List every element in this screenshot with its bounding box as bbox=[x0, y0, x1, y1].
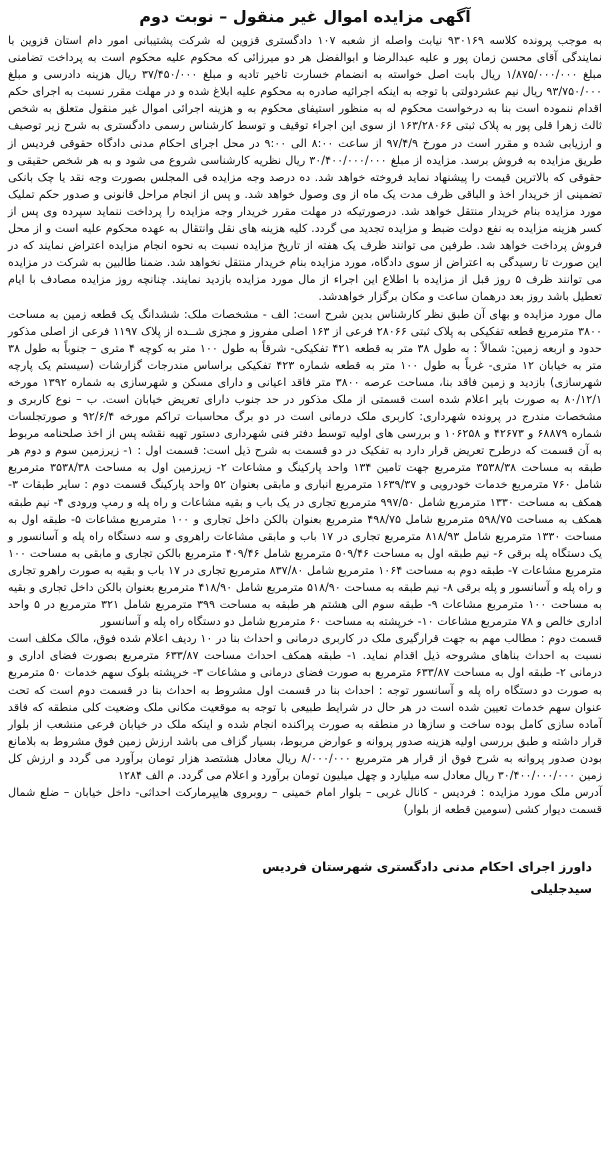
notice-title: آگهی مزایده اموال غیر منقول – نوبت دوم bbox=[139, 7, 471, 26]
signature-office: داورز اجرای احکام مدنی دادگستری شهرستان فردیس bbox=[262, 859, 592, 875]
notice-paragraph-property-description: مال مورد مزایده و بهای آن طبق نظر کارشناس بدین شرح است: الف - مشخصات ملک: ششدانگ یک قطعه زمین به مساحت ۳۸۰۰ مترمربع قطعه تفکیکی به پلاک ثبتی ۲۸۰۶۶ فرعی از ۱۶۳ اصلی مفروز و مجزی شــده از پلاک ۱۱۹۷ فرعی از اصلی مذکور حدود و اربعه زمین: شمالاً : به طول ۳۸ متر به قطعه ۴۲۱ تفکیکی- شرقاً به طول ۱۰۰ متر به کوچه ۴ متری – جنوباً به طول ۳۸ متر به خیابان ۱۲ متری- غرباً به طول ۱۰۰ متر به قطعه شماره ۴۲۳ تفکیکی براساس مندرجات گزارشات (سیستم یک پارچه شهرسازی) بازدید و زمین فاقد بنا، مساحت عرصه ۳۸۰۰ متر فاقد اعیانی و دارای مسکن و شهرسازی به شماره ۱۳۹۲ مورخه ۸۰/۱۲/۱ به صورت بایر اعلام شده است قسمتی از ملک مذکور در حد جنوب دارای تعریض خیابان است. ب – نوع کاربری و مشخصات مندرج در پرونده شهرداری: کاربری ملک درمانی است در دو برگ محاسبات تراکم مورخه ۹۲/۶/۴ و صورتجلسات شماره ۶۸۸۷۹ و ۴۲۶۷۳ و ۱۰۶۲۵۸ و بررسی های اولیه توسط دفتر فنی شهرداری دستور تهیه نقشه پس از اخذ صلحنامه مربوط به آن قسمت که درطرح تعریض قرار دارد به تفکیک در دو قسمت به شرح ذیل است: قسمت اول : ۱- زیرزمین سوم و دوم هر طبقه به مساحت ۳۵۳۸/۳۸ مترمربع جهت تامین ۱۳۴ واحد پارکینگ و مشاعات ۲- زیرزمین اول به مساحت ۳۵۳۸/۳۸ مترمربع شامل ۷۶۰ مترمربع خدمات خودرویی و ۱۶۳۹/۳۷ مترمربع انباری و مابقی بعنوان ۵۲ واحد پارکینگ قسمت دوم : سایر طبقات ۳- همکف به مساحت ۱۳۳۰ مترمربع شامل ۹۹۷/۵۰ مترمربع تجاری در یک باب و بقیه مشاعات و راه پله و رمپ ورودی ۴- نیم طبقه همکف به مساحت ۵۹۸/۷۵ مترمربع شامل ۴۹۸/۷۵ مترمربع بعنوان بالکن داخل تجاری و ۱۰۰ مترمربع مشاعات ۵- طبقه اول به مساحت ۱۳۳۰ مترمربع شامل ۸۱۸/۹۳ مترمربع تجاری در ۱۷ باب و مابقی مشاعات راهروی و سه دستگاه راه پله و آسانسور و یک دستگاه پله برقی ۶- نیم طبقه اول به مساحت ۵۰۹/۴۶ مترمربع شامل ۴۰۹/۴۶ مترمربع بالکن تجاری و مابقی به مساحت ۱۰۰ مترمربع مشاعات ۷- طبقه دوم به مساحت ۱۰۶۴ مترمربع شامل ۸۳۷/۸۰ مترمربع تجاری در ۱۷ باب و بقیه به صورت راهرو تجاری و راه پله و آسانسور و پله برقی ۸- نیم طبقه به مساحت ۵۱۸/۹۰ مترمربع شامل ۴۱۸/۹۰ مترمربع بعنوان بالکن داخل تجاری و بقیه به مساحت ۱۰۰ مترمربع مشاعات ۹- طبقه سوم الی هشتم هر طبقه به مساحت ۳۹۹ مترمربع شامل ۳۲۱ مترمربع در ۵ واحد اداری خالص و ۷۸ مترمربع مشاعات ۱۰- خرپشته به مساحت ۶۰ مترمربع شامل دو دستگاه راه پله و آسانسور bbox=[8, 307, 603, 629]
notice-paragraph-construction-and-valuation: قسمت دوم : مطالب مهم به جهت قرارگیری ملک در کاربری درمانی و احداث بنا در ۱۰ ردیف اعلام شده فوق، مالک مکلف است نسبت به احداث بناهای مشروحه ذیل اقدام نماید. ۱- طبقه همکف احداث مساحت ۶۳۳/۸۷ مترمربع بصورت فضای اداری و درمانی ۲- طبقه اول به مساحت ۶۳۳/۸۷ مترمربع به صورت فضای درمانی و مشاعات ۳- خرپشته بلوک سهم خدمات ۵۰ مترمربع به صورت دو دستگاه راه پله و آسانسور توجه : احداث بنا در قسمت اول مشروط به احداث بنا در قسمت دوم است که تحت عنوان سهم خدمات تعیین شده است در هر حال در شرایط طبیعی با توجه به موقعیت مکانی ملک وضعیت کلی منطقه که فاقد آماده سازی کامل بوده ساخت و سازها در منطقه به صورت پراکنده انجام شده و اینکه ملک در خیابان فرعی منشعب از بلوار قرار داشته و طبق بررسی اولیه هزینه صدور پروانه و عوارض مربوط، بسیار گزاف می باشد ارزش زمین فوق مشروط به بلامانع بودن صدور پروانه به شرح فوق از قرار هر مترمربع ۸/۰۰۰/۰۰۰ ریال معادل هشتصد هزار تومان برآورد می گردد و ارزش کل زمین ۳۰/۴۰۰/۰۰۰/۰۰۰ ریال معادل سه میلیارد و چهل میلیون تومان برآورد و اعلام می گردد. م الف ۱۲۸۴ bbox=[8, 632, 603, 783]
notice-paragraph-address: آدرس ملک مورد مزایده : فردیس - کانال غربی – بلوار امام خمینی – روبروی هایپرمارکت احداثی- داخل خیابان – ضلع شمال قسمت دیوار کشی (سومین قطعه از بلوار) bbox=[8, 786, 602, 817]
notice-paragraph-terms: به موجب پرونده کلاسه ۹۳۰۱۶۹ نیابت واصله از شعبه ۱۰۷ دادگستری قزوین له شرکت پشتیبانی امور دام استان قزوین با نمایندگی آقای محسن زمان پور و علیه عبدالرضا و ابوالفضل هر دو میرزائی که محکوم علیه محکوم است به پرداخت تضامنی مبلغ ۱/۸۷۵/۰۰۰/۰۰۰ ریال بابت اصل خواسته به انضمام خسارت تاخیر تادیه و مبلغ ۳۷/۴۵۰/۰۰۰ ریال هزینه دادرسی و مبلغ ۹۳/۷۵۰/۰۰۰ ریال نیم عشردولتی با توجه به اینکه اجرائیه صادره به محکوم علیه ابلاغ شده و در مهلت مقرر نسبت به اجرای حکم اقدام ننموده است بنا به درخواست محکوم له به منظور استیفای محکوم به و هزینه اجرائی اموال غیر منقول متعلق به شخص ثالث زهرا قلی پور به پلاک ثبتی ۱۶۳/۲۸۰۶۶ از سوی این اجراء توقیف و توسط کارشناس رسمی دادگستری به شرح زیر توصیف و ارزیابی شده و مقرر است در مورخ ۹۷/۴/۹ از ساعت ۸:۰۰ الی ۹:۰۰ در محل اجرای احکام مدنی دادگاه حقوقی فردیس از طریق مزایده به فروش برسد. مزایده از مبلغ ۳۰/۴۰۰/۰۰۰/۰۰۰ ریال نظریه کارشناسی شروع می شود و به هر شخص حقیقی و حقوقی که بالاترین قیمت را پیشنهاد نماید فروخته خواهد شد. ده درصد وجه مزایده فی المجلس بصورت وجه نقد یا چک بانکی تضمینی از خریدار اخذ و الباقی ظرف مدت یک ماه از وی وصول خواهد شد. و پس از انجام مراحل قانونی و صدور حکم تملیک مورد مزایده بنام خریدار منتقل خواهد شد. درصورتیکه در مهلت مقرر خریدار وجه مزایده را پرداخت ننماید سپرده وی پس از کسر هزینه مزایده به نفع دولت ضبط و مزایده تجدید می گردد. کلیه هزینه های نقل وانتقال به عهده محکوم علیه است و از محل فروش پرداخت خواهد شد. طرفین می توانند ظرف یک هفته از تاریخ مزایده نسبت به نحوه انجام مزایده اعتراض نمایند که در این صورت تا رسیدگی به اعتراض از سوی دادگاه، مورد مزایده بنام خریدار منتقل نخواهد شد. ضمنا طالبین به شرکت در مزایده می توانند ظرف ۵ روز قبل از مزایده با اطلاع این اجراء از مال مورد مزایده بازدید نمایند. چنانچه روز مزایده مصادف با ایام تعطیل باشد روز بعد درهمان ساعت و مکان برگزار خواهدشد. bbox=[8, 34, 603, 304]
signature-name: سیدجلیلی bbox=[530, 881, 592, 897]
signature-block bbox=[8, 856, 602, 900]
